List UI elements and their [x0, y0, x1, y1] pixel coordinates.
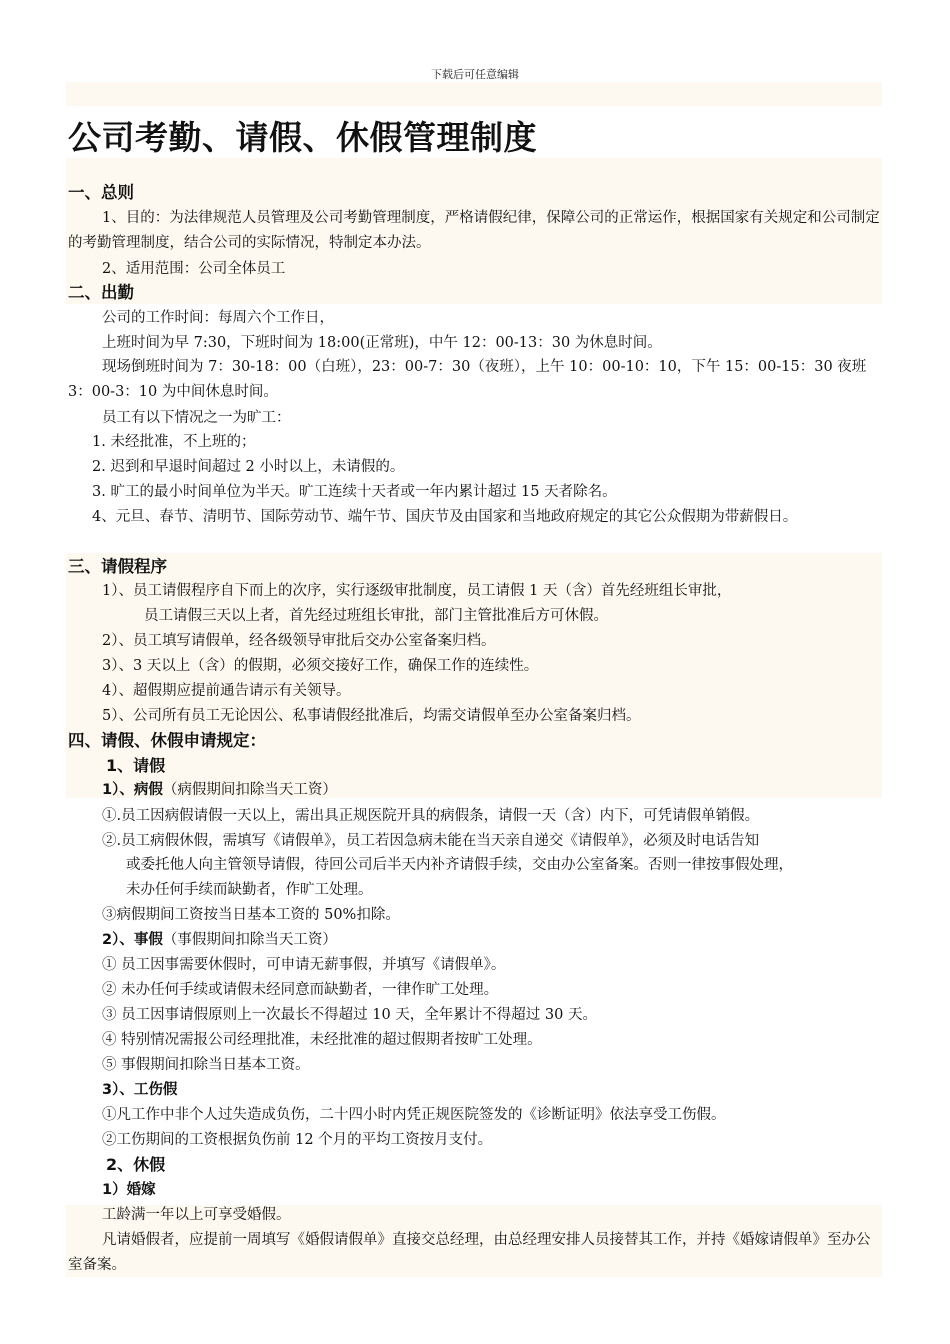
sick-leave-note: （病假期间扣除当天工资） — [162, 782, 337, 798]
section-heading-leave-rules: 四、请假、休假申请规定： — [68, 731, 266, 750]
section-heading-leave-procedure: 三、请假程序 — [68, 557, 167, 576]
absence-item: 3. 旷工的最小时间单位为半天。旷工连续十天者或一年内累计超过 15 天者除名。 — [92, 484, 617, 500]
scope-line: 2、适用范围：公司全体员工 — [102, 261, 286, 277]
sick-leave-item: ①.员工因病假请假一天以上，需出具正规医院开具的病假条，请假一天（含）内下，可凭请假单销假。 — [102, 808, 760, 824]
holidays-paragraph: 4、元旦、春节、清明节、国际劳动节、端午节、国庆节及由国家和当地政府规定的其它公众假期为带薪假日。 — [92, 509, 798, 525]
sick-leave-item: ②.员工病假休假，需填写《请假单》，员工若因急病未能在当天亲自递交《请假单》，必须及时电话告知 — [102, 833, 760, 849]
personal-leave-label: 2）、事假 — [102, 932, 163, 948]
sick-leave-item-continued: 未办任何手续而缺勤者，作旷工处理。 — [126, 882, 373, 898]
section-heading-general: 一、总则 — [68, 183, 134, 202]
procedure-item-continued: 员工请假三天以上者，首先经过班组长审批，部门主管批准后方可休假。 — [144, 608, 608, 624]
procedure-item: 3）、3 天以上（含）的假期，必须交接好工作，确保工作的连续性。 — [102, 658, 539, 674]
procedure-item: 2）、员工填写请假单，经各级领导审批后交办公室备案归档。 — [102, 633, 496, 649]
work-days-line: 公司的工作时间：每周六个工作日， — [102, 310, 334, 326]
personal-leave-item: ④ 特别情况需报公司经理批准，未经批准的超过假期者按旷工处理。 — [102, 1032, 542, 1048]
sick-leave-item: ③病假期间工资按当日基本工资的 50%扣除。 — [102, 907, 400, 923]
subheading-leave: 1、请假 — [106, 756, 166, 775]
page-title: 公司考勤、请假、休假管理制度 — [68, 118, 537, 157]
shift-hours-paragraph: 现场倒班时间为 7：30-18：00（白班），23：00-7：30（夜班），上午 10：00-10：10，下午 15：00-15：30 夜班 3：00-3：10 为中间休息时间。 — [68, 359, 867, 400]
personal-leave-item: ① 员工因事需要休假时，可申请无薪事假，并填写《请假单》。 — [102, 957, 506, 973]
personal-leave-note: （事假期间扣除当天工资） — [162, 932, 337, 948]
section-heading-attendance: 二、出勤 — [68, 283, 134, 302]
absence-intro-line: 员工有以下情况之一为旷工： — [102, 410, 291, 426]
title-band — [66, 82, 882, 106]
header-note: 下载后可任意编辑 — [431, 68, 519, 81]
procedure-item: 5）、公司所有员工无论因公、私事请假经批准后，均需交请假单至办公室备案归档。 — [102, 708, 641, 724]
personal-leave-heading — [102, 930, 337, 950]
personal-leave-item: ⑤ 事假期间扣除当日基本工资。 — [102, 1057, 310, 1073]
procedure-item: 4）、超假期应提前通告请示有关领导。 — [102, 683, 351, 699]
procedure-item: 1）、员工请假程序自下而上的次序，实行逐级审批制度，员工请假 1 天（含）首先经班组长审批， — [102, 583, 732, 599]
absence-item: 1. 未经批准，不上班的； — [92, 434, 256, 450]
injury-leave-item: ①凡工作中非个人过失造成负伤，二十四小时内凭正规医院签发的《诊断证明》依法享受工伤假。 — [102, 1107, 726, 1123]
purpose-paragraph: 1、目的：为法律规范人员管理及公司考勤管理制度，严格请假纪律，保障公司的正常运作，根据国家有关规定和公司制定的考勤管理制度，结合公司的实际情况，特制定本办法。 — [68, 210, 880, 251]
marriage-leave-heading: 1）婚嫁 — [102, 1182, 156, 1198]
subheading-vacation: 2、休假 — [106, 1155, 166, 1174]
absence-item: 2. 迟到和早退时间超过 2 小时以上，未请假的。 — [92, 459, 405, 475]
injury-leave-heading: 3）、工伤假 — [102, 1082, 178, 1098]
marriage-leave-line: 工龄满一年以上可享受婚假。 — [102, 1207, 291, 1223]
personal-leave-item: ② 未办任何手续或请假未经同意而缺勤者，一律作旷工处理。 — [102, 982, 499, 998]
injury-leave-item: ②工伤期间的工资根据负伤前 12 个月的平均工资按月支付。 — [102, 1132, 493, 1148]
work-hours-line: 上班时间为早 7:30，下班时间为 18:00(正常班)，中午 12：00-13：30 为休息时间。 — [102, 335, 662, 351]
sick-leave-item-continued: 或委托他人向主管领导请假，待回公司后半天内补齐请假手续，交由办公室备案。否则一律按事假处理， — [126, 857, 793, 873]
sick-leave-heading — [102, 780, 337, 800]
personal-leave-item: ③ 员工因事请假原则上一次最长不得超过 10 天，全年累计不得超过 30 天。 — [102, 1007, 597, 1023]
sick-leave-label: 1）、病假 — [102, 782, 163, 798]
marriage-leave-paragraph: 凡请婚假者，应提前一周填写《婚假请假单》直接交总经理，由总经理安排人员接替其工作，并持《婚嫁请假单》至办公室备案。 — [68, 1232, 871, 1273]
